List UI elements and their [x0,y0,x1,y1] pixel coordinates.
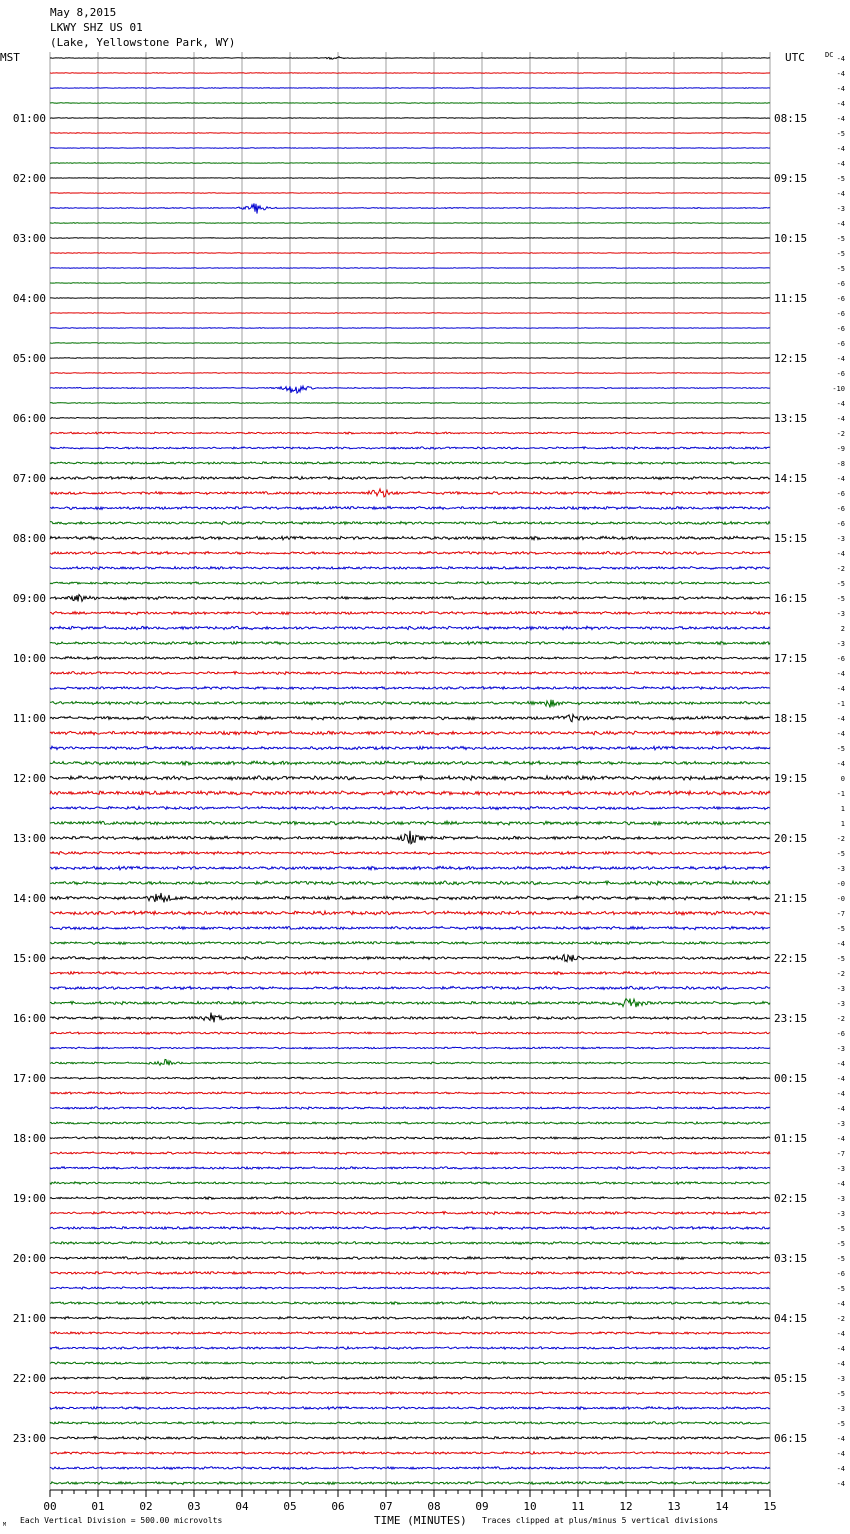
trace-row [50,193,770,194]
x-tick-label: 00 [43,1500,57,1513]
dc-offset-label: -2 [836,565,845,573]
trace-row [50,642,770,645]
utc-hour-label: 19:15 [774,772,808,785]
dc-offset-label: -6 [836,655,845,663]
trace-row [50,955,770,962]
trace-row [50,911,770,915]
trace-row [50,595,770,602]
utc-hour-label: 11:15 [774,292,808,305]
mst-hour-label: 03:00 [12,232,46,245]
dc-offset-label: -4 [836,670,845,678]
dc-offset-label: -4 [836,1300,845,1308]
trace-row [50,1452,770,1454]
trace-row [50,1332,770,1334]
x-tick-label: 12 [619,1500,633,1513]
dc-offset-label: -4 [836,100,845,108]
dc-offset-label: -5 [836,265,845,273]
trace-row [50,1182,770,1185]
mst-hour-label: 08:00 [12,532,46,545]
trace-row [50,88,770,89]
trace-row [50,776,770,780]
x-tick-label: 03 [187,1500,201,1513]
trace-row [50,1077,770,1079]
x-axis-title: TIME (MINUTES) [374,1514,467,1527]
dc-offset-label: -4 [836,160,845,168]
dc-offset-label: -6 [836,280,845,288]
mst-hour-label: 19:00 [12,1192,46,1205]
trace-row [50,203,770,213]
dc-offset-label: -6 [836,295,845,303]
dc-offset-labels [832,55,845,1488]
trace-row [50,1422,770,1425]
dc-offset-label: -4 [836,715,845,723]
scale-note: Each Vertical Division = 500.00 microvolts [20,1516,223,1525]
dc-offset-label: -8 [836,460,845,468]
x-tick-label: 14 [715,1500,729,1513]
x-tick-label: 06 [331,1500,345,1513]
trace-row [50,866,770,870]
trace-row [50,118,770,119]
dc-offset-label: -6 [836,325,845,333]
header-date: May 8,2015 [50,6,117,19]
mst-hour-label: 05:00 [12,352,46,365]
header-location: (Lake, Yellowstone Park, WY) [50,36,236,49]
dc-offset-label: -4 [836,190,845,198]
dc-offset-label: -4 [836,1180,845,1188]
trace-row [50,715,770,722]
dc-offset-label: -6 [836,520,845,528]
dc-offset-label: -10 [832,385,845,393]
trace-row [50,1437,770,1440]
dc-offset-label: -2 [836,835,845,843]
dc-offset-label: -5 [836,130,845,138]
trace-row [50,1257,770,1260]
mst-hour-label: 13:00 [12,832,46,845]
mst-hour-label: 06:00 [12,412,46,425]
trace-row [50,807,770,810]
trace-row [50,761,770,765]
x-tick-label: 07 [379,1500,393,1513]
trace-row [50,852,770,855]
trace-row [50,927,770,930]
utc-hour-label: 16:15 [774,592,808,605]
dc-offset-label: 1 [840,820,845,828]
trace-row [50,1092,770,1094]
dc-offset-label: -0 [836,895,845,903]
dc-offset-label: -3 [836,640,845,648]
trace-row [50,1482,770,1485]
dc-offset-label: -4 [836,415,845,423]
dc-offset-label: -4 [836,400,845,408]
x-tick-label: 11 [571,1500,585,1513]
trace-row [50,567,770,570]
dc-offset-label: -5 [836,595,845,603]
x-tick-label: 15 [763,1500,777,1513]
dc-offset-label: -4 [836,55,845,63]
trace-row [50,522,770,525]
trace-row [50,999,770,1008]
dc-offset-label: -4 [836,1480,845,1488]
dc-offset-label: -3 [836,1195,845,1203]
right-timezone-label: UTC [785,51,805,64]
trace-row [50,489,770,497]
dc-offset-label: -6 [836,1030,845,1038]
trace-row [50,791,770,795]
mst-hour-label: 18:00 [12,1132,46,1145]
utc-hour-label: 09:15 [774,172,808,185]
dc-offset-label: -4 [836,115,845,123]
dc-offset-label: -4 [836,85,845,93]
trace-row [50,57,770,60]
trace-row [50,551,770,554]
dc-offset-label: -1 [836,700,845,708]
utc-hour-label: 03:15 [774,1252,808,1265]
utc-hour-label: 21:15 [774,892,808,905]
trace-row [50,672,770,675]
mst-hour-label: 20:00 [12,1252,46,1265]
trace-row [50,1272,770,1275]
trace-row [50,582,770,584]
dc-offset-label: -6 [836,340,845,348]
trace-row [50,612,770,615]
dc-offset-label: -6 [836,1270,845,1278]
trace-row [50,507,770,510]
dc-offset-label: -6 [836,370,845,378]
header-station: LKWY SHZ US 01 [50,21,143,34]
x-tick-label: 01 [91,1500,105,1513]
trace-row [50,1137,770,1139]
dc-offset-label: -6 [836,490,845,498]
trace-row [50,386,770,393]
dc-offset-label: -5 [836,580,845,588]
trace-row [50,986,770,989]
dc-offset-label: 2 [840,625,845,633]
trace-row [50,893,770,903]
dc-offset-label: -4 [836,1435,845,1443]
trace-row [50,821,770,825]
utc-hour-label: 20:15 [774,832,808,845]
trace-row [50,447,770,449]
dc-offset-label: -4 [836,220,845,228]
dc-offset-label: -5 [836,250,845,258]
trace-row [50,253,770,254]
x-tick-label: 05 [283,1500,297,1513]
dc-offset-label: -3 [836,535,845,543]
trace-row [50,328,770,329]
dc-offset-label: -2 [836,1015,845,1023]
trace-row [50,283,770,284]
trace-row [50,881,770,885]
trace-row [50,73,770,74]
trace-row [50,1347,770,1349]
dc-offset-label: -4 [836,760,845,768]
trace-row [50,687,770,690]
dc-offset-label: -4 [836,1360,845,1368]
trace-row [50,103,770,104]
utc-hour-label: 06:15 [774,1432,808,1445]
dc-offset-label: -4 [836,1465,845,1473]
left-timezone-label: MST [0,51,20,64]
trace-row [50,1242,770,1245]
trace-row [50,163,770,164]
x-tick-label: 10 [523,1500,537,1513]
dc-offset-label: -9 [836,445,845,453]
dc-offset-label: -4 [836,685,845,693]
utc-hour-label: 23:15 [774,1012,808,1025]
dc-offset-label: -5 [836,235,845,243]
dc-offset-label: -5 [836,745,845,753]
dc-offset-label: -3 [836,1210,845,1218]
trace-row [50,536,770,540]
x-tick-label: 02 [139,1500,153,1513]
mst-hour-label: 04:00 [12,292,46,305]
trace-row [50,1047,770,1049]
trace-row [50,178,770,179]
dc-offset-label: -4 [836,1075,845,1083]
dc-offset-label: -4 [836,70,845,78]
utc-hour-label: 08:15 [774,112,808,125]
trace-row [50,1212,770,1215]
dc-offset-label: -4 [836,1090,845,1098]
dc-offset-label: -3 [836,1000,845,1008]
mst-hour-label: 09:00 [12,592,46,605]
x-tick-label: 13 [667,1500,681,1513]
dc-label: DC [825,51,834,59]
trace-row [50,731,770,735]
dc-offset-label: -6 [836,310,845,318]
trace-row [50,462,770,464]
dc-offset-label: -6 [836,505,845,513]
trace-row [50,313,770,314]
dc-offset-label: -7 [836,1150,845,1158]
dc-offset-label: -5 [836,1255,845,1263]
dc-offset-label: -7 [836,910,845,918]
mst-hour-label: 14:00 [12,892,46,905]
trace-row [50,403,770,404]
trace-row [50,1407,770,1410]
trace-row [50,1122,770,1124]
trace-row [50,746,770,750]
trace-row [50,133,770,134]
dc-offset-label: -3 [836,610,845,618]
mst-hour-label: 21:00 [12,1312,46,1325]
dc-offset-label: -4 [836,1345,845,1353]
dc-offset-label: -2 [836,430,845,438]
dc-offset-label: -4 [836,475,845,483]
x-tick-label: 04 [235,1500,249,1513]
trace-row [50,1392,770,1395]
utc-hour-label: 18:15 [774,712,808,725]
trace-row [50,477,770,480]
trace-row [50,657,770,660]
dc-offset-label: -5 [836,1240,845,1248]
dc-offset-label: -4 [836,550,845,558]
mst-hour-label: 17:00 [12,1072,46,1085]
dc-offset-label: -3 [836,205,845,213]
dc-offset-label: -3 [836,1045,845,1053]
dc-offset-label: -3 [836,1375,845,1383]
dc-offset-label: -4 [836,355,845,363]
mst-hour-label: 02:00 [12,172,46,185]
trace-row [50,1152,770,1155]
trace-row [50,1032,770,1034]
utc-hour-label: 05:15 [774,1372,808,1385]
trace-row [50,1377,770,1380]
trace-row [50,1059,770,1065]
mst-hour-label: 01:00 [12,112,46,125]
dc-offset-label: -5 [836,175,845,183]
utc-hour-label: 17:15 [774,652,808,665]
dc-offset-label: -4 [836,1330,845,1338]
dc-offset-label: -4 [836,1060,845,1068]
trace-row [50,1287,770,1289]
trace-row [50,238,770,239]
trace-row [50,298,770,299]
trace-row [50,942,770,945]
corner-mark: M [3,1522,7,1528]
dc-offset-label: -3 [836,1165,845,1173]
utc-hour-label: 15:15 [774,532,808,545]
mst-hour-label: 23:00 [12,1432,46,1445]
trace-row [50,700,770,708]
dc-offset-label: -3 [836,865,845,873]
trace-row [50,1107,770,1109]
dc-offset-label: -4 [836,1135,845,1143]
utc-hour-label: 22:15 [774,952,808,965]
trace-row [50,148,770,149]
dc-offset-label: -3 [836,1405,845,1413]
trace-row [50,1317,770,1320]
dc-offset-label: -5 [836,955,845,963]
mst-hour-label: 22:00 [12,1372,46,1385]
dc-offset-label: 1 [840,805,845,813]
trace-row [50,1197,770,1200]
dc-offset-label: -4 [836,1450,845,1458]
trace-row [50,358,770,359]
dc-offset-label: -5 [836,1285,845,1293]
mst-hour-label: 12:00 [12,772,46,785]
dc-offset-label: -4 [836,730,845,738]
x-tick-label: 09 [475,1500,489,1513]
utc-hour-label: 13:15 [774,412,808,425]
clip-note: Traces clipped at plus/minus 5 vertical divisions [482,1516,719,1525]
mst-hour-label: 16:00 [12,1012,46,1025]
trace-row [50,626,770,629]
trace-row [50,373,770,374]
dc-offset-label: -3 [836,1120,845,1128]
trace-row [50,1227,770,1230]
mst-hour-label: 15:00 [12,952,46,965]
dc-offset-label: -5 [836,1390,845,1398]
dc-offset-label: -5 [836,925,845,933]
dc-offset-label: 0 [840,775,845,783]
trace-row [50,1167,770,1169]
utc-hour-label: 01:15 [774,1132,808,1145]
trace-row [50,1302,770,1305]
trace-row [50,223,770,224]
x-axis [43,1490,776,1513]
trace-row [50,432,770,434]
mst-hour-label: 11:00 [12,712,46,725]
dc-offset-label: -4 [836,1105,845,1113]
utc-hour-label: 10:15 [774,232,808,245]
mst-hour-label: 10:00 [12,652,46,665]
dc-offset-label: -4 [836,145,845,153]
trace-row [50,1362,770,1365]
seismic-traces [50,57,770,1485]
trace-row [50,1013,770,1023]
mst-hour-labels [13,112,46,1445]
utc-hour-label: 14:15 [774,472,808,485]
dc-offset-label: -2 [836,1315,845,1323]
dc-offset-label: -3 [836,985,845,993]
dc-offset-label: -4 [836,940,845,948]
utc-hour-label: 02:15 [774,1192,808,1205]
trace-row [50,831,770,844]
utc-hour-label: 12:15 [774,352,808,365]
utc-hour-label: 04:15 [774,1312,808,1325]
dc-offset-label: -2 [836,970,845,978]
dc-offset-label: -5 [836,1420,845,1428]
trace-row [50,417,770,418]
mst-hour-label: 07:00 [12,472,46,485]
dc-offset-label: -5 [836,1225,845,1233]
dc-offset-label: -1 [836,790,845,798]
x-tick-label: 08 [427,1500,441,1513]
utc-hour-labels [774,112,807,1445]
trace-row [50,972,770,975]
utc-hour-label: 00:15 [774,1072,808,1085]
trace-row [50,343,770,344]
dc-offset-label: -0 [836,880,845,888]
trace-row [50,1467,770,1470]
dc-offset-label: -5 [836,850,845,858]
trace-row [50,268,770,269]
